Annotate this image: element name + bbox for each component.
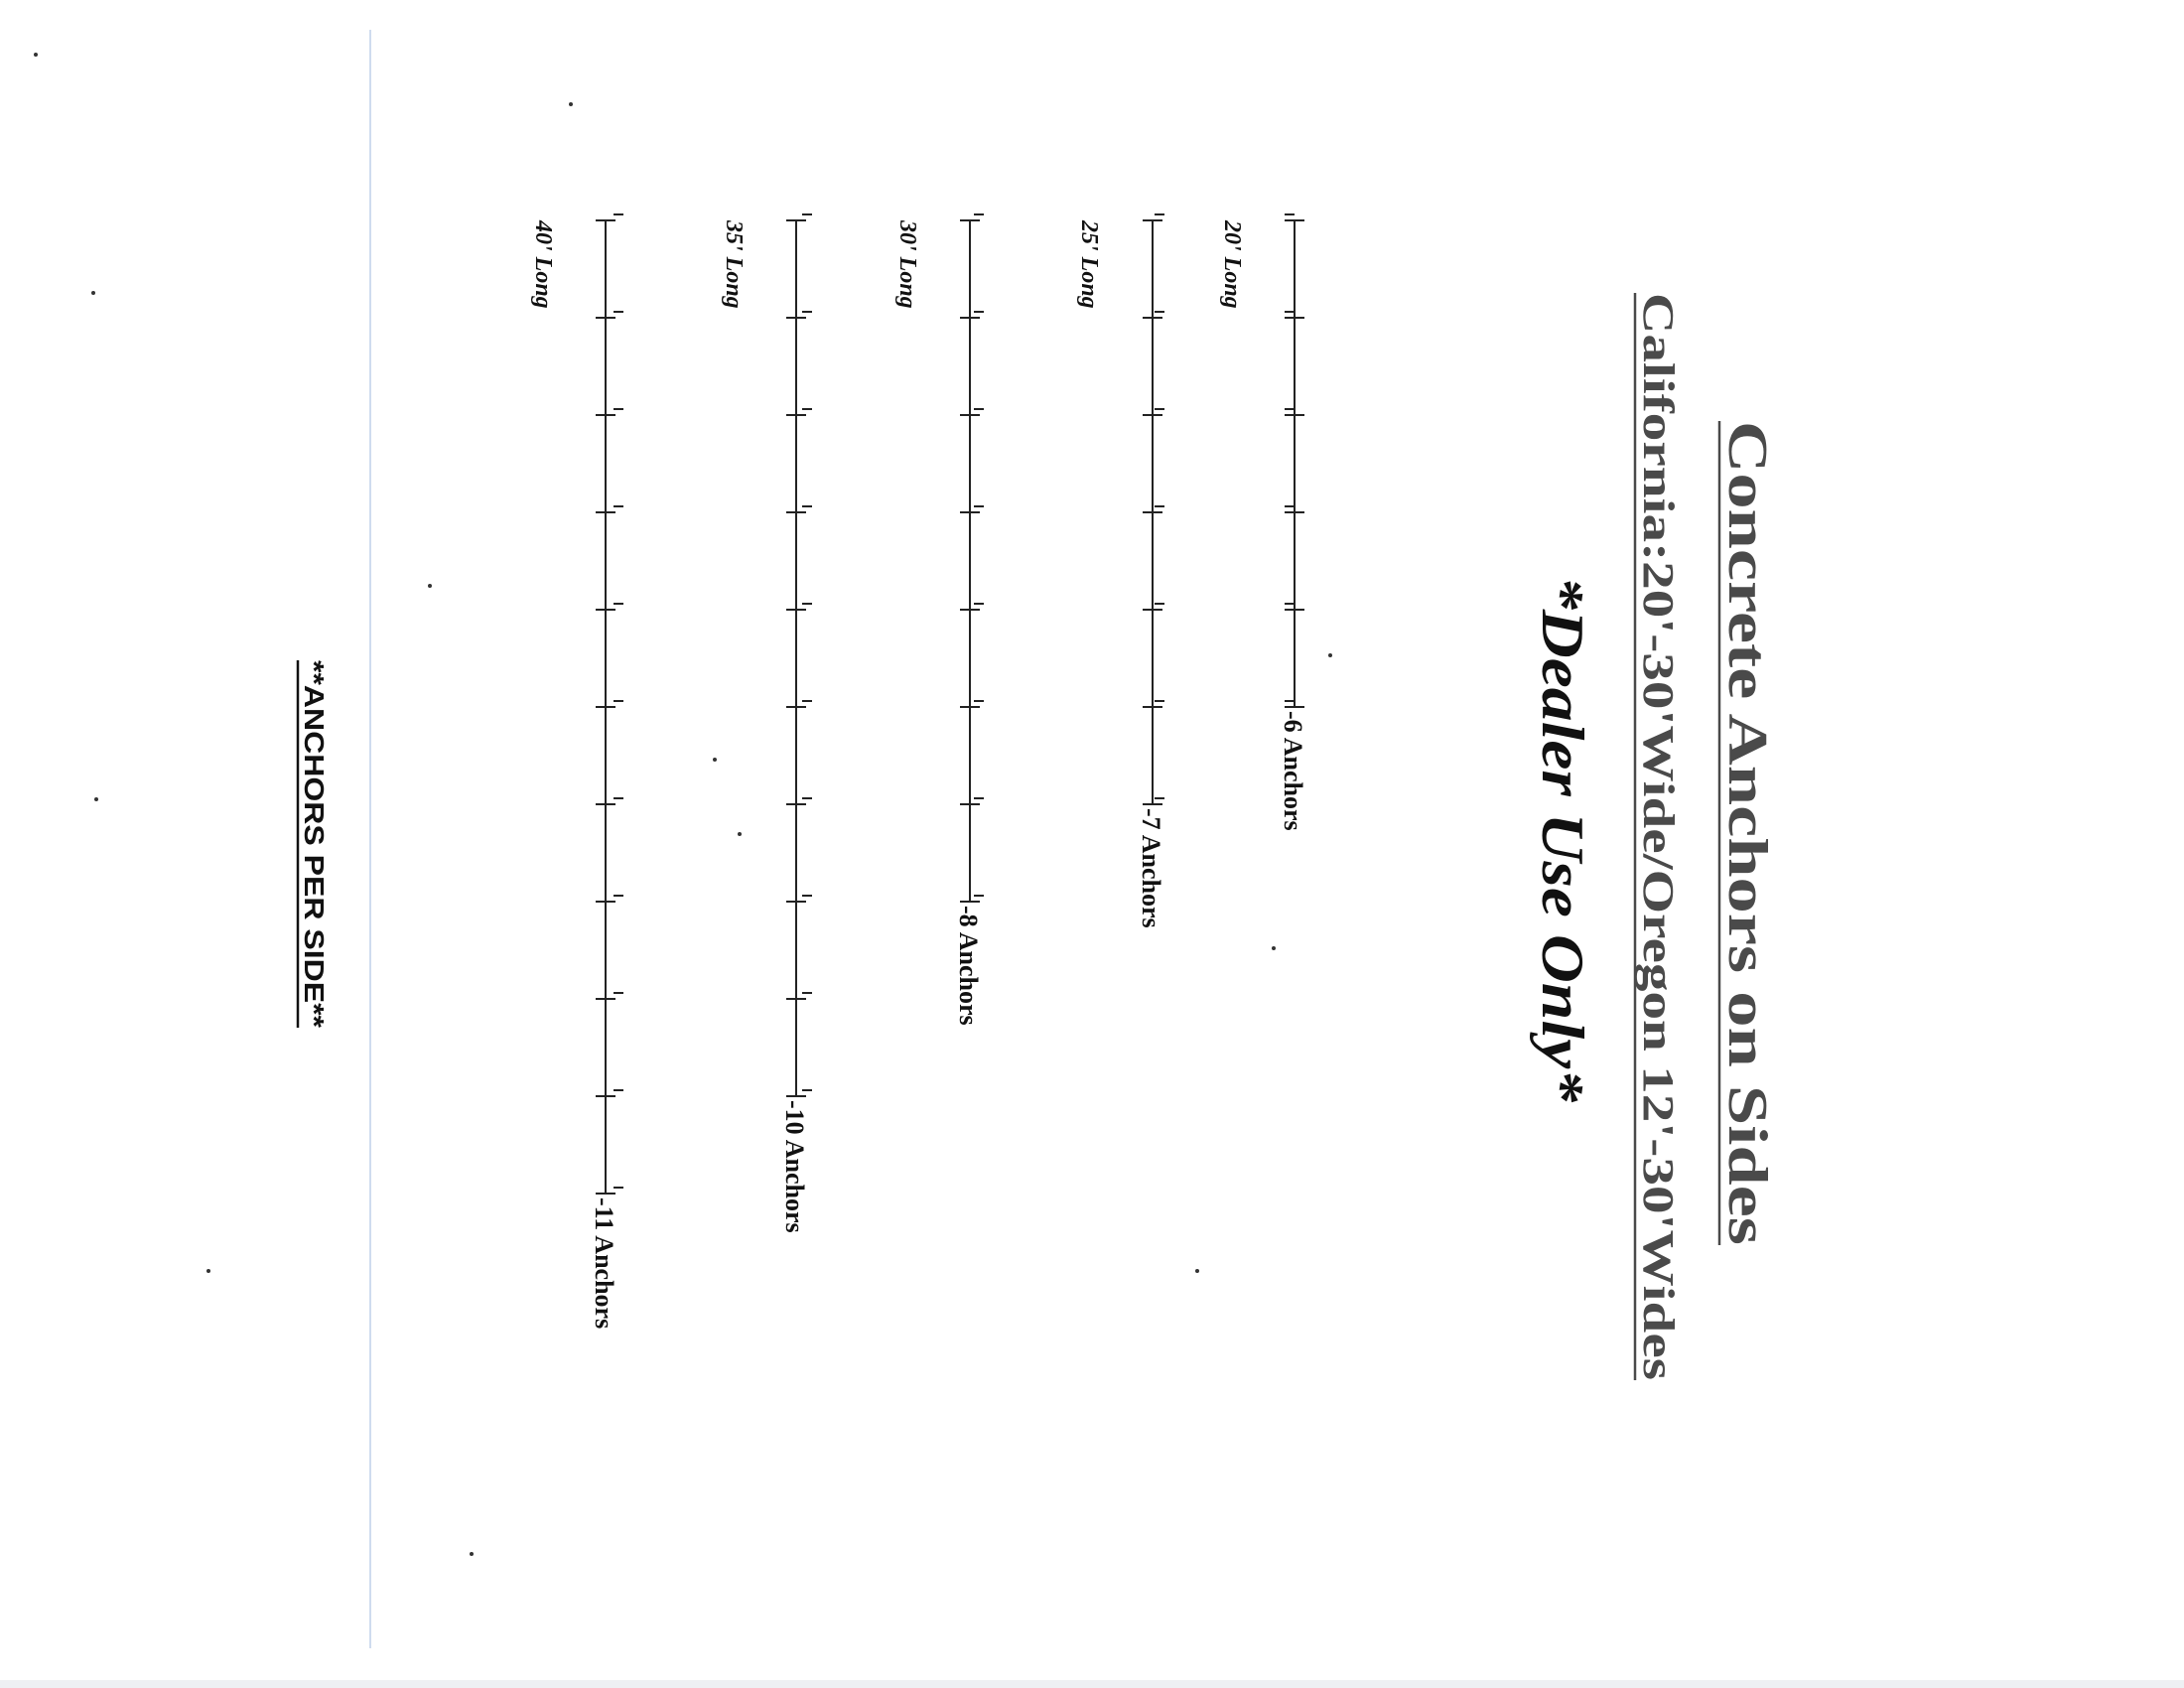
page-title: Concrete Anchors on Sides (1716, 421, 1778, 1058)
length-label: 40' Long (530, 220, 556, 309)
scan-speck (94, 797, 98, 801)
anchor-count-label: -7 Anchors (1137, 808, 1165, 928)
scan-speck (428, 584, 432, 588)
scan-speck (569, 102, 573, 106)
anchor-count-label: -10 Anchors (780, 1100, 809, 1233)
anchor-diagrams (530, 214, 1307, 1329)
scan-speck (738, 832, 742, 836)
length-label: 25' Long (1076, 220, 1102, 309)
footer-note: **ANCHORS PER SIDE** (299, 660, 330, 982)
length-label: 20' Long (1219, 220, 1245, 309)
length-label: 30' Long (894, 220, 920, 309)
scan-speck (713, 758, 717, 762)
scan-speck (1272, 946, 1276, 950)
scan-speck (1328, 653, 1332, 657)
anchor-count-label: -6 Anchors (1279, 711, 1307, 831)
page-subtitle: California:20'-30'Wide/Oregon 12'-30'Wides (1634, 293, 1683, 1130)
anchor-count-label: -8 Anchors (954, 906, 983, 1026)
anchor-count-label: -11 Anchors (590, 1197, 618, 1330)
scan-speck (34, 53, 38, 57)
dealer-notice: *Dealer Use Only* (1530, 576, 1595, 1043)
length-label: 35' Long (721, 220, 747, 309)
scan-speck (206, 1269, 210, 1273)
scan-speck (470, 1552, 474, 1556)
scan-speck (1195, 1269, 1199, 1273)
scan-speck (91, 291, 95, 295)
